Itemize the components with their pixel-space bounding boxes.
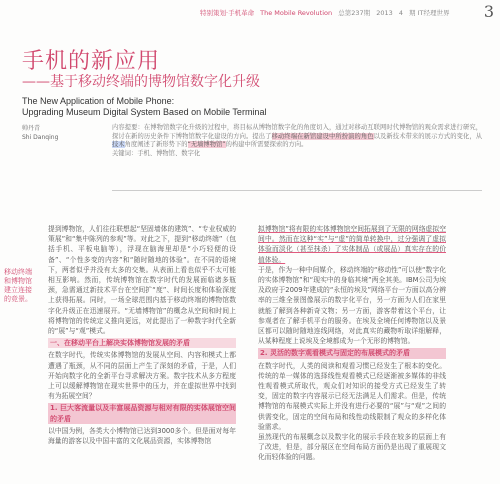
margin-annotation: 移动终端和博物馆建立连接的竞景。 — [4, 268, 32, 303]
paragraph: 提到博物馆，人们往往联想起“坚固墙体的建筑”、“专业权威的策展”和“集中陈列的参观”等。对此之下，提到“移动终端”（包括手机、平板电脑等），浮现在脑海里却是“小巧轻便的设备”、“个性多变的内容”和“随时随地的体验”。在不同的语境下，两者似乎并没有太多的交集。从表面上看也似乎不太可能相互影响。然而，传统博物馆在数字时代的发展面临诸多瓶颈，急需通过新技术平台在空间扩“度”、时间长度和体验深度上获得拓展。同时，一场全球范围内基于移动终端的博物馆数字化升级正在迅速展开。“无墙博物馆”的概念从空间和时间上将博物馆的传统定义推向更远，对此提出了一种数字时代全新的“展”与“观”模式。 — [48, 225, 236, 336]
article-title-english — [22, 96, 322, 118]
abstract-divider — [112, 190, 482, 191]
abstract-part-c: 提出了 — [252, 132, 272, 140]
abstract-part-a: 内容提要：在博物馆数字化升级的过程中，将目标从博物馆数字化的角度切入，通过对移动互联网时代博物馆的观众需求进行研究， — [112, 124, 482, 131]
keywords: 关键词：手机、博物馆、数字化 — [112, 149, 201, 157]
page-number: 3 — [483, 2, 494, 21]
abstract-highlight-tech: 技术 — [112, 141, 125, 148]
subsection-heading: 1. 巨大客流量以及丰富展品资源与相对有限的实体展馆空间的矛盾 — [50, 404, 236, 423]
section-heading: 一、在移动平台上解决实体博物馆发展的矛盾 — [48, 338, 236, 348]
author-block — [22, 124, 58, 142]
paragraph: 以中国为例，各类大小博物馆已达到3000多个。但是面对每年海量的游客以及中国丰富的文化展品资源，实体博物馆 — [48, 426, 236, 446]
header-column: The Mobile Revolution — [260, 9, 333, 17]
header-issue-no: 4 — [398, 9, 403, 17]
article-title: 手机的新应用 — [22, 49, 161, 74]
header-magazine: 期 IT经理世界 — [409, 9, 450, 17]
abstract-part-e: 以及新技术带来的展示方式的变化，从 — [373, 132, 483, 140]
abstract-highlight-wallless: “无墙博物馆” — [187, 141, 226, 148]
author-en: Shi Danqing — [22, 134, 59, 141]
abstract-part-b: 探讨在新的历史条件下博物馆数字化建设的方向。 — [112, 132, 253, 140]
header-section: 特别策划·手机革命 — [200, 9, 255, 17]
running-header — [200, 8, 454, 17]
abstract-part-h: 阐述了新形势下的 — [137, 141, 188, 148]
paragraph: 拟博物馆”将有限的实体博物馆空间拓展到了无限的网络虚拟空间中。然而在这种“实”与“虚”的简单转换中，过分强调了虚拟体验而淡化（甚至抹杀）了实体制品（或展品）真实存在的价值体验。 — [258, 225, 446, 264]
text-column-left — [48, 224, 236, 446]
abstract-highlight-terminal: 移动终端在新馆建设中所扮演的角色 — [271, 132, 374, 140]
abstract-part-j: 的构建中所需要探索的方向。 — [225, 141, 308, 148]
author-cn: 帅丹青 — [22, 125, 41, 132]
paragraph: 在数字时代，人类的阅读和观看习惯已经发生了根本的变化。传统的单一媒体的选择线性观看模式已经逐渐被多媒体的非线性观看模式所取代，观众们对知识的接受方式已经发生了转变，固定的数字内容展示已经无法满足人们需求。但是，传统博物馆的布展模式实际上并没有进行必要的“展”与“观”之间的供需变化，固定的空间布局和线性动线限制了观众的多样化体验需求。 — [258, 361, 446, 431]
title-en-line2: Upgrading Museum Digital System Based on Mobile Terminal — [22, 107, 267, 117]
paragraph: 于是，作为一种中间媒介，移动终端的“移动性”可以使“数字化的实体博物馆”和“现实中的身临其境”两全其美。IBM公司为埃及政府于2009年建成的“永恒的埃及”网络平台一方面以高分辨率的三维全景图像展示的数字化平台，另一方面为人们在家里就能了解到各种新奇文物；另一方面，游客带着这个平台，让参观者在了解手机平台的服务。在埃及全境任何博物馆以及景区都可以随时随地连线网络，对此真实的藏物听取详细解释，从某种程度上说埃及全境都成为一个无形的博物馆。 — [258, 265, 446, 346]
header-year: 2013 — [376, 9, 393, 17]
paragraph: 在数字时代，传统实体博物馆的发展从空间、内容和模式上都遭遇了瓶颈，从不同的层面上产生了深刻的矛盾，于是，人们开始向数字化的全新平台寻求解决方案。数字技术从多方程度上可以缓解博物馆在现实世界中的压力，并在虚拟世界中找到有为拓展空间？ — [48, 351, 236, 401]
abstract — [112, 124, 482, 158]
paragraph: 虽然现代的布展概念以及数字化的展示手段在较多的层面上有了改进，但是，部分展区在空间布局方面仍是出现了重展现文化而轻体验的问题。 — [258, 433, 446, 462]
subsection-heading: 2. 灵活的数字观看模式与固定的布展模式的矛盾 — [258, 348, 446, 358]
header-issue: 总第237期 — [338, 9, 371, 17]
article-subtitle: ——基于移动终端的博物馆数字化升级 — [22, 74, 260, 90]
title-en-line1: The New Application of Mobile Phone: — [22, 96, 175, 106]
abstract-part-g: 角度 — [124, 141, 138, 148]
text-column-right — [258, 224, 446, 463]
